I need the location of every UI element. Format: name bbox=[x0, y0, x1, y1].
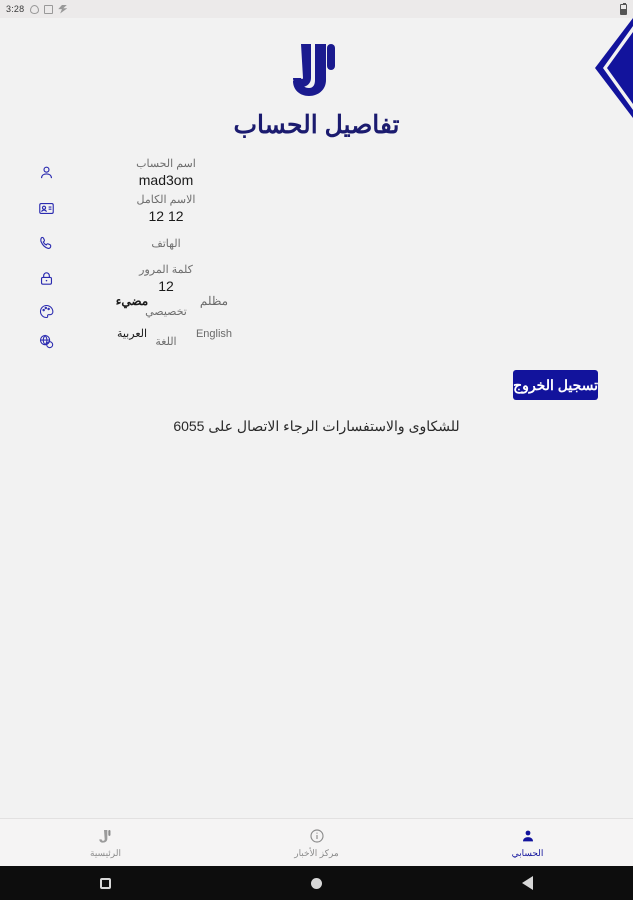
field-label: الاسم الكامل bbox=[136, 194, 196, 206]
field-account-name[interactable] bbox=[26, 154, 607, 190]
eye-icon bbox=[30, 5, 39, 14]
nav-item-account[interactable] bbox=[422, 826, 633, 859]
system-navigation-bar bbox=[0, 866, 633, 900]
status-icons bbox=[30, 5, 67, 14]
id-card-icon bbox=[26, 200, 66, 217]
field-label: اسم الحساب bbox=[136, 158, 196, 170]
account-details bbox=[0, 154, 633, 356]
language-arabic-label: العربية bbox=[116, 328, 148, 340]
person-icon bbox=[422, 826, 633, 846]
field-texts bbox=[66, 234, 266, 252]
language-choice-arabic[interactable] bbox=[106, 324, 158, 342]
user-icon bbox=[26, 164, 66, 181]
field-label: كلمة المرور bbox=[139, 264, 193, 276]
page-content bbox=[0, 18, 633, 866]
recents-button[interactable] bbox=[86, 866, 126, 900]
bottom-navigation bbox=[0, 818, 633, 866]
support-text: للشكاوى والاستفسارات الرجاء الاتصال على 6055 bbox=[173, 418, 460, 434]
nav-label-account: الحسابي bbox=[511, 848, 544, 858]
language-english-label: English bbox=[195, 328, 233, 340]
field-value: 12 12 bbox=[148, 208, 184, 224]
field-label: الهاتف bbox=[151, 238, 181, 250]
square-icon bbox=[100, 878, 111, 889]
bolt-icon bbox=[58, 5, 67, 14]
field-full-name[interactable] bbox=[26, 190, 607, 226]
theme-choice-dark[interactable] bbox=[188, 292, 240, 310]
logout-button[interactable]: تسجيل الخروج bbox=[513, 370, 598, 400]
phone-icon bbox=[26, 235, 66, 252]
circle-icon bbox=[311, 878, 322, 889]
home-button[interactable] bbox=[297, 866, 337, 900]
nav-label-home: الرئيسية bbox=[90, 848, 121, 858]
theme-light-label: مضيء bbox=[115, 294, 149, 308]
status-clock: 3:28 bbox=[6, 4, 25, 14]
field-texts bbox=[66, 154, 266, 190]
field-value: 12 bbox=[158, 278, 174, 294]
status-bar bbox=[0, 0, 633, 18]
page-title: تفاصيل الحساب bbox=[233, 111, 400, 139]
battery-icon bbox=[620, 4, 627, 15]
field-customization[interactable] bbox=[26, 296, 607, 326]
language-label: اللغة bbox=[155, 336, 177, 348]
field-label: تخصيصي bbox=[145, 306, 187, 318]
field-value: mad3om bbox=[138, 172, 194, 188]
theme-choice-light[interactable] bbox=[106, 292, 158, 310]
nav-label-news-center: مركز الأخبار bbox=[294, 848, 339, 858]
home-brand-icon bbox=[0, 826, 211, 846]
field-texts bbox=[66, 260, 266, 296]
field-phone[interactable] bbox=[26, 226, 607, 260]
status-right-icons bbox=[620, 4, 627, 15]
nav-item-news-center[interactable] bbox=[211, 826, 422, 859]
triangle-icon bbox=[522, 876, 533, 890]
palette-icon bbox=[26, 303, 66, 320]
field-language[interactable] bbox=[26, 326, 607, 356]
theme-dark-label: مظلم bbox=[199, 294, 229, 308]
globe-language-icon bbox=[26, 333, 66, 350]
logo-container bbox=[0, 18, 633, 106]
square-icon bbox=[44, 5, 53, 14]
brand-logo bbox=[281, 34, 353, 106]
nav-item-home[interactable] bbox=[0, 826, 211, 859]
lock-icon bbox=[26, 270, 66, 287]
language-choice-english[interactable] bbox=[188, 324, 240, 342]
field-password[interactable] bbox=[26, 260, 607, 296]
theme-choices[interactable] bbox=[106, 292, 240, 310]
field-texts bbox=[66, 190, 266, 226]
language-choices[interactable] bbox=[106, 324, 240, 342]
info-icon bbox=[211, 826, 422, 846]
back-button[interactable] bbox=[508, 866, 548, 900]
